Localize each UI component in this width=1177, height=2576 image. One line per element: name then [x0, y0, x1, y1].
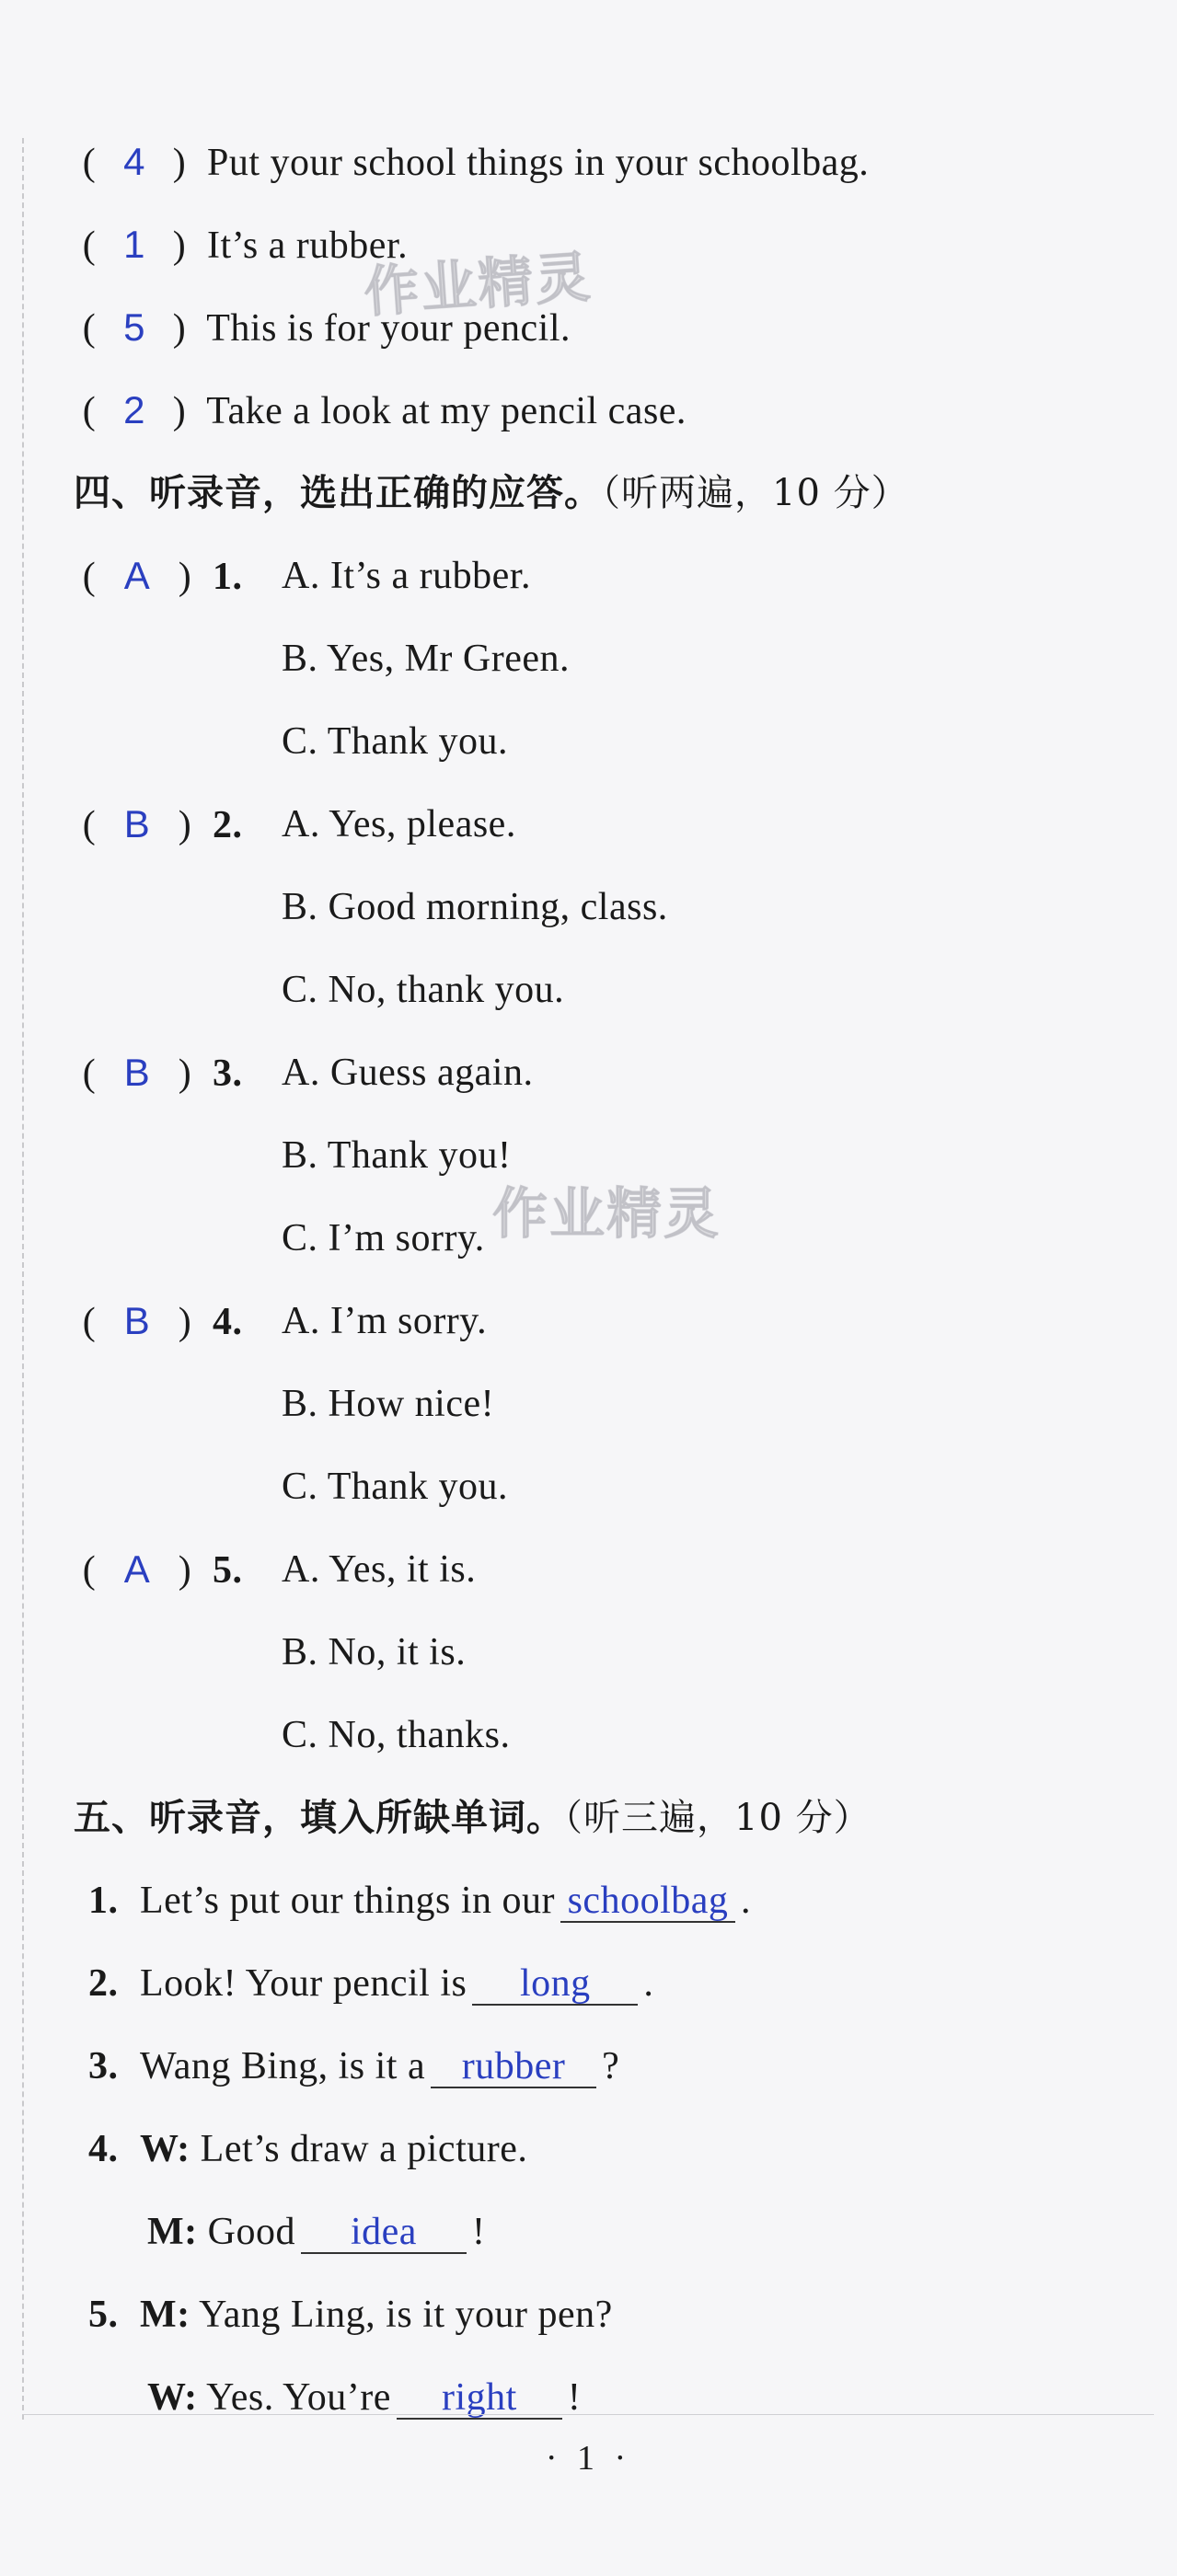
answer-mark: B: [123, 802, 151, 845]
paren-close: ): [172, 307, 187, 350]
sentence-text: Yang Ling, is it your pen?: [199, 2294, 613, 2336]
answer-mark: 5: [123, 305, 145, 349]
ordering-sentence: Put your school things in your schoolbag.: [207, 142, 870, 184]
option-b: B. Thank you!: [282, 1134, 512, 1177]
section-4-heading: [74, 467, 909, 519]
option-c: C. Thank you.: [282, 720, 509, 763]
answer-mark: 1: [123, 223, 145, 266]
paren-close: ): [178, 556, 192, 598]
sentence-text: Wang Bing, is it a: [140, 2045, 426, 2087]
bottom-rule: [22, 2414, 1154, 2415]
option-a: A. Yes, please.: [282, 803, 516, 845]
speaker-label: W:: [147, 2376, 198, 2419]
fill-item: [88, 2289, 613, 2340]
answer-mark: 4: [123, 140, 145, 183]
sentence-text: Let’s draw a picture.: [200, 2128, 528, 2170]
ordering-item: [72, 219, 408, 271]
sentence-punct: .: [740, 1880, 751, 1922]
question-number: 5.: [213, 1549, 243, 1592]
answer-mark: 2: [123, 388, 145, 431]
option-b: B. Yes, Mr Green.: [282, 638, 570, 680]
question-number: 1.: [88, 1880, 119, 1922]
question-number: 3.: [213, 1052, 243, 1095]
fill-item: [88, 1875, 751, 1926]
answer-blank: long: [472, 1963, 638, 2006]
paren-close: ): [172, 224, 187, 267]
fill-item: [147, 2372, 581, 2423]
sentence-text: Yes. You’re: [206, 2376, 391, 2419]
question-number: 5.: [88, 2294, 119, 2336]
choice-question: [72, 550, 260, 603]
choice-question: [72, 1295, 260, 1348]
paren-open: (: [82, 1052, 97, 1095]
choice-question: [72, 1544, 260, 1596]
paren-close: ): [178, 1052, 192, 1095]
speaker-label: W:: [140, 2128, 190, 2170]
question-number: 4.: [213, 1301, 243, 1343]
section-5-note: （听三遍，10 分）: [564, 1797, 871, 1839]
fill-item: [88, 2041, 619, 2092]
paren-close: ): [178, 804, 192, 846]
paren-open: (: [82, 556, 97, 598]
paren-open: (: [82, 1301, 97, 1343]
option-b: B. Good morning, class.: [282, 886, 668, 928]
ordering-sentence: It’s a rubber.: [207, 224, 409, 267]
answer-mark: A: [123, 1547, 151, 1591]
paren-open: (: [82, 142, 97, 184]
answer-blank: rubber: [431, 2046, 596, 2088]
paren-close: ): [178, 1549, 192, 1592]
option-a: A. Yes, it is.: [282, 1548, 477, 1591]
ordering-item: [72, 385, 687, 437]
paren-close: ): [172, 390, 187, 432]
ordering-sentence: This is for your pencil.: [206, 307, 571, 350]
paren-close: ): [178, 1301, 192, 1343]
paren-open: (: [82, 1549, 97, 1592]
margin-dashed-line: [22, 138, 24, 2420]
sentence-punct: ?: [602, 2045, 620, 2087]
page-number: · 1 ·: [545, 2439, 632, 2478]
answer-blank: schoolbag: [560, 1880, 735, 1923]
answer-blank: idea: [301, 2212, 467, 2254]
section-5-title: 五、听录音，填入所缺单词。: [74, 1797, 564, 1839]
watermark: 作业精灵: [362, 245, 594, 326]
sentence-punct: .: [643, 1962, 654, 2005]
answer-mark: B: [123, 1051, 151, 1094]
section-5-heading: [74, 1792, 871, 1844]
speaker-label: M:: [140, 2294, 190, 2336]
sentence-punct: !: [567, 2376, 582, 2419]
watermark: 作业精灵: [492, 1182, 721, 1247]
fill-item: [88, 1958, 653, 2009]
option-b: B. No, it is.: [282, 1631, 467, 1673]
question-number: 3.: [88, 2045, 119, 2087]
paren-open: (: [82, 804, 97, 846]
option-b: B. How nice!: [282, 1383, 495, 1425]
option-a: A. It’s a rubber.: [282, 555, 531, 597]
question-number: 2.: [213, 804, 243, 846]
speaker-label: M:: [147, 2211, 198, 2253]
option-c: C. No, thanks.: [282, 1714, 511, 1756]
sentence-text: Good: [207, 2211, 295, 2253]
answer-mark: B: [123, 1299, 151, 1342]
option-c: C. Thank you.: [282, 1466, 509, 1508]
question-number: 1.: [213, 556, 243, 598]
option-a: A. Guess again.: [282, 1052, 534, 1094]
question-number: 2.: [88, 1962, 119, 2005]
ordering-item: [72, 136, 869, 189]
sentence-punct: !: [471, 2211, 486, 2253]
answer-mark: A: [123, 554, 151, 597]
paren-open: (: [82, 307, 97, 350]
option-a: A. I’m sorry.: [282, 1300, 488, 1342]
question-number: 4.: [88, 2128, 119, 2170]
sentence-text: Look! Your pencil is: [140, 1962, 467, 2005]
section-4-title: 四、听录音，选出正确的应答。: [74, 472, 602, 514]
choice-question: [72, 799, 260, 851]
section-4-note: （听两遍，10 分）: [602, 472, 909, 514]
choice-question: [72, 1047, 260, 1099]
answer-blank: right: [397, 2377, 562, 2420]
paren-open: (: [82, 224, 97, 267]
sentence-text: Let’s put our things in our: [140, 1880, 555, 1922]
ordering-sentence: Take a look at my pencil case.: [206, 390, 687, 432]
fill-item: [88, 2123, 527, 2175]
paren-close: ): [172, 142, 187, 184]
option-c: C. No, thank you.: [282, 969, 565, 1011]
paren-open: (: [82, 390, 97, 432]
option-c: C. I’m sorry.: [282, 1217, 485, 1259]
fill-item: [147, 2206, 485, 2258]
